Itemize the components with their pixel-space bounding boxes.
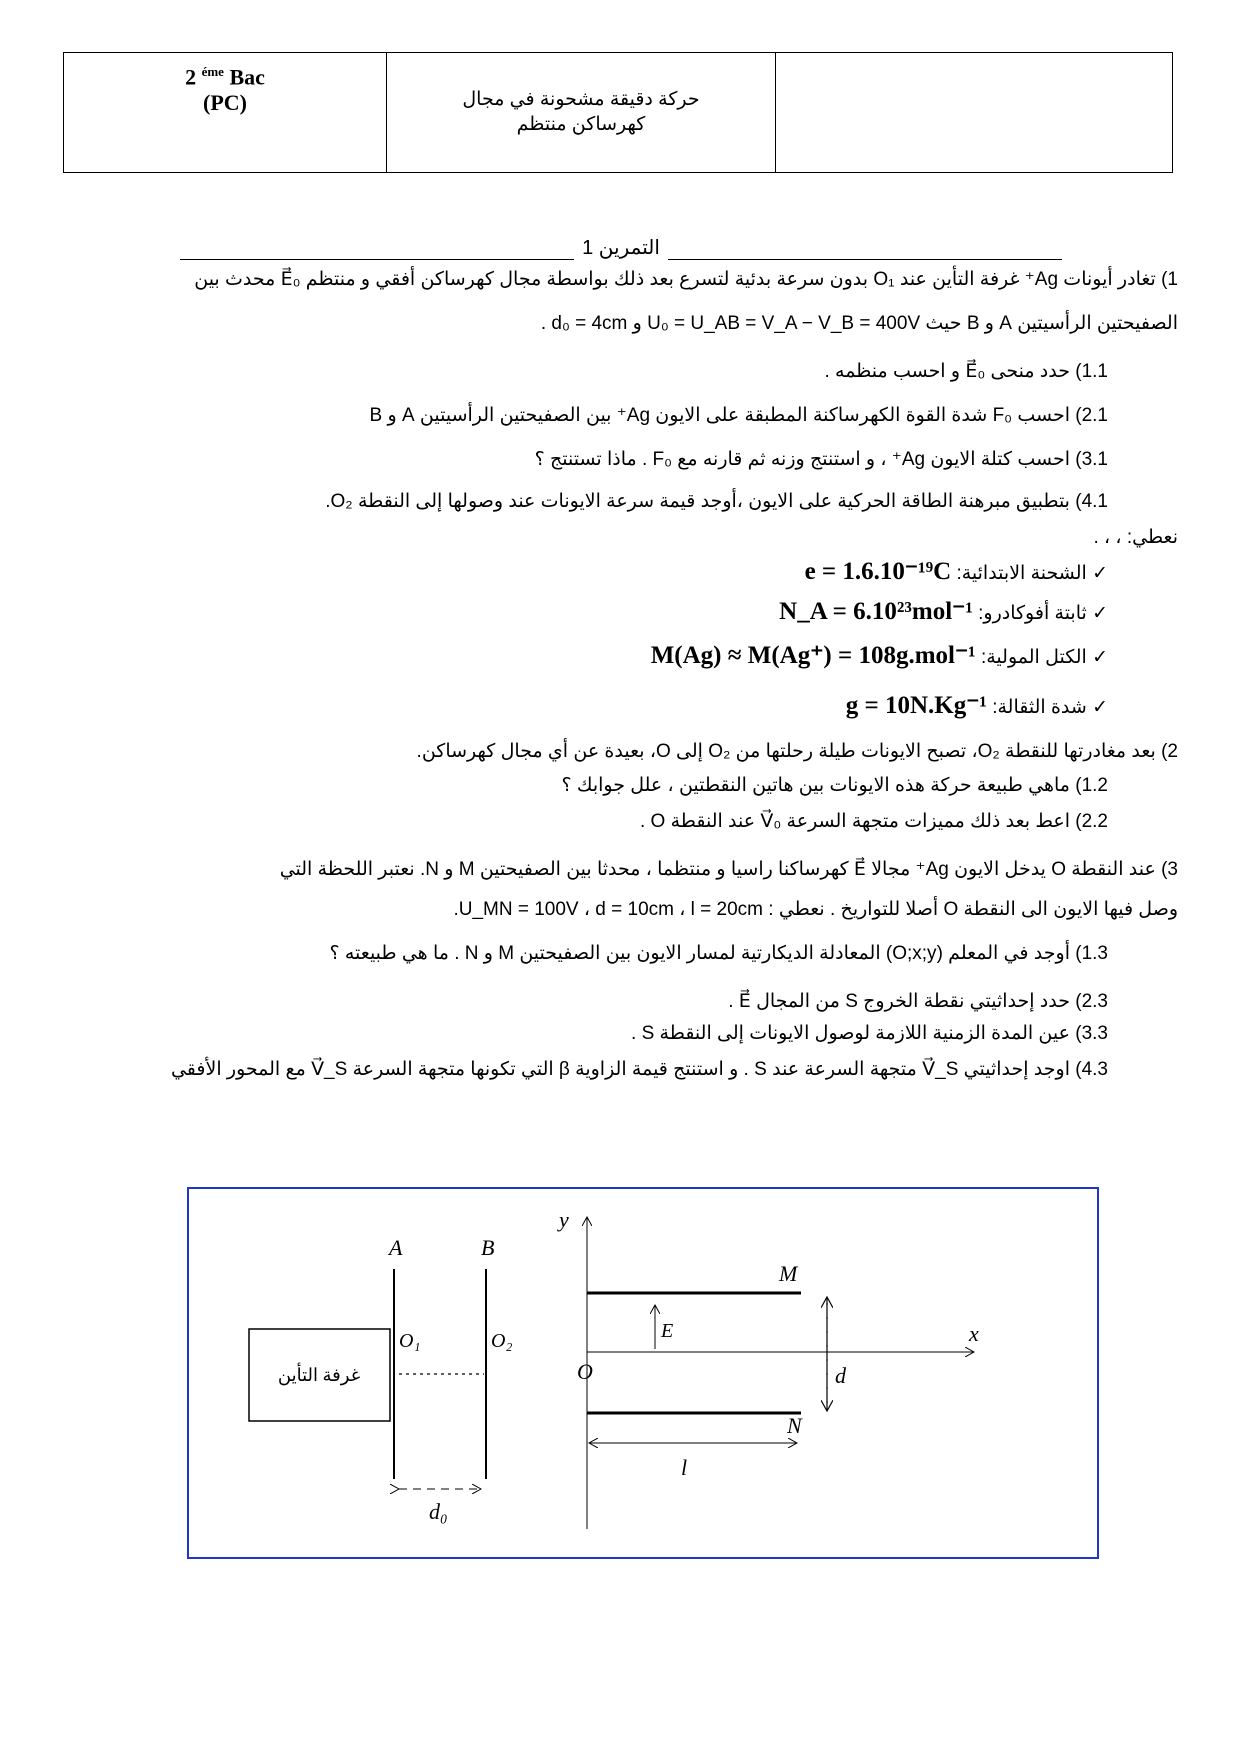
q2-2: 2.2) اعط بعد ذلك مميزات متجهة السرعة V⃗₀ عند النقطة O .: [639, 811, 1108, 832]
q4-3: 4.3) اوجد إحداثيتي V⃗_S متجهة السرعة عند S . و استنتج قيمة الزاوية β التي تكونها متجهة السرعة V⃗_S مع المحور الأفقي: [170, 1059, 1108, 1080]
q1-3: 1.3) أوجد في المعلم (O;x;y) المعادلة الديكارتية لمسار الايون بين الصفيحتين M و N . ما هي طبيعته ؟: [329, 943, 1108, 964]
o2-label: O₂: [491, 1330, 513, 1352]
constant-label: الكتل المولية:: [980, 647, 1087, 668]
constant-row: [60, 556, 1108, 586]
check-icon: ✓: [1092, 647, 1108, 668]
level-sup: éme: [201, 64, 224, 79]
lesson-title: حركة دقيقة مشحونة في مجال كهرساكن منتظم: [387, 53, 776, 172]
q3-line2: وصل فيها الايون الى النقطة O أصلا للتواريخ . نعطي : U_MN = 100V ، d = 10cm ، l = 20cm.: [453, 899, 1178, 920]
constant-value: e = 1.6.10⁻¹⁹C: [804, 558, 952, 585]
chamber-label: غرفة التأين: [277, 1365, 361, 1385]
exercise-title-row: [180, 230, 1062, 260]
title-rule-left: [180, 241, 574, 260]
q3-3: 3.3) عين المدة الزمنية اللازمة لوصول الايونات إلى النقطة S .: [631, 1023, 1108, 1044]
plate-n-label: N: [787, 1413, 802, 1438]
constant-label: الشحنة الابتدائية:: [956, 563, 1087, 584]
q1-line1: 1) تغادر أيونات Ag⁺ غرفة التأين عند O₁ بدون سرعة بدئية لتسرع بعد ذلك بواسطة مجال كهرساكن أفقي و منتظم E⃗₀ محدث بين: [194, 269, 1178, 290]
constant-row: [60, 690, 1108, 720]
exercise-title: التمرين 1: [582, 237, 660, 259]
constant-row: [60, 640, 1108, 670]
q3-1: 3.1) احسب كتلة الايون Ag⁺ ، و استنتج وزنه ثم قارنه مع F₀ . ماذا تستنتج ؟: [534, 449, 1108, 470]
diagram-frame: [187, 1187, 1099, 1559]
setup-diagram: [189, 1189, 1097, 1557]
level-number: 2: [185, 64, 197, 90]
level-line2: (PC): [203, 90, 247, 116]
constant-value: g = 10N.Kg⁻¹: [845, 692, 987, 719]
check-icon: ✓: [1092, 697, 1108, 718]
check-icon: ✓: [1092, 563, 1108, 584]
level-cell: [64, 53, 387, 172]
q2: 2) بعد مغادرتها للنقطة O₂، تصبح الايونات طيلة رحلتها من O₂ إلى O، بعيدة عن أي مجال كهرساكن.: [416, 741, 1178, 762]
plate-b-label: B: [481, 1235, 495, 1260]
q2-3: 2.3) حدد إحداثيتي نقطة الخروج S من المجال E⃗ .: [728, 991, 1108, 1012]
level-line1: [64, 59, 386, 90]
plate-m-label: M: [779, 1261, 798, 1286]
y-axis-label: y: [559, 1207, 569, 1232]
constant-value: N_A = 6.10²³mol⁻¹: [779, 598, 973, 625]
field-label: E⃗: [661, 1320, 689, 1342]
check-icon: ✓: [1092, 603, 1108, 624]
o1-label: O₁: [399, 1330, 421, 1352]
q3-line1: 3) عند النقطة O يدخل الايون Ag⁺ مجالا E⃗ كهرساكنا راسيا و منتظما ، محدثا بين الصفيحتين M و N. نعتبر اللحظة التي: [279, 859, 1178, 880]
q2-1: 2.1) احسب F₀ شدة القوة الكهرساكنة المطبقة على الايون Ag⁺ بين الصفيحتين الرأسيتين A و B: [369, 405, 1108, 426]
header-table: [63, 52, 1173, 173]
level-word: Bac: [229, 64, 265, 90]
d0-label: d₀: [429, 1499, 448, 1524]
x-axis-label: x: [969, 1321, 979, 1346]
given-intro: نعطي: ، ، .: [1093, 527, 1178, 548]
constant-row: [60, 596, 1108, 626]
q1-line2: الصفيحتين الرأسيتين A و B حيث U₀ = U_AB = V_A − V_B = 400V و d₀ = 4cm .: [540, 313, 1178, 334]
l-label: l: [681, 1455, 688, 1480]
d-label: d: [835, 1363, 846, 1388]
origin-label: O: [577, 1359, 593, 1384]
q4-1: 4.1) بتطبيق مبرهنة الطاقة الحركية على الايون ،أوجد قيمة سرعة الايونات عند وصولها إلى النقطة O₂.: [325, 491, 1108, 512]
constant-label: شدة الثقالة:: [992, 697, 1087, 718]
title-rule-right: [668, 241, 1062, 260]
q1-2: 1.2) ماهي طبيعة حركة هذه الايونات بين هاتين النقطتين ، علل جوابك ؟: [561, 775, 1108, 796]
q1-1: 1.1) حدد منحى E⃗₀ و احسب منظمه .: [824, 361, 1108, 382]
plate-a-label: A: [389, 1235, 403, 1260]
constant-label: ثابتة أفوكادرو:: [978, 603, 1087, 624]
empty-cell: [776, 53, 1172, 172]
constant-value: M(Ag) ≈ M(Ag⁺) = 108g.mol⁻¹: [650, 642, 976, 669]
